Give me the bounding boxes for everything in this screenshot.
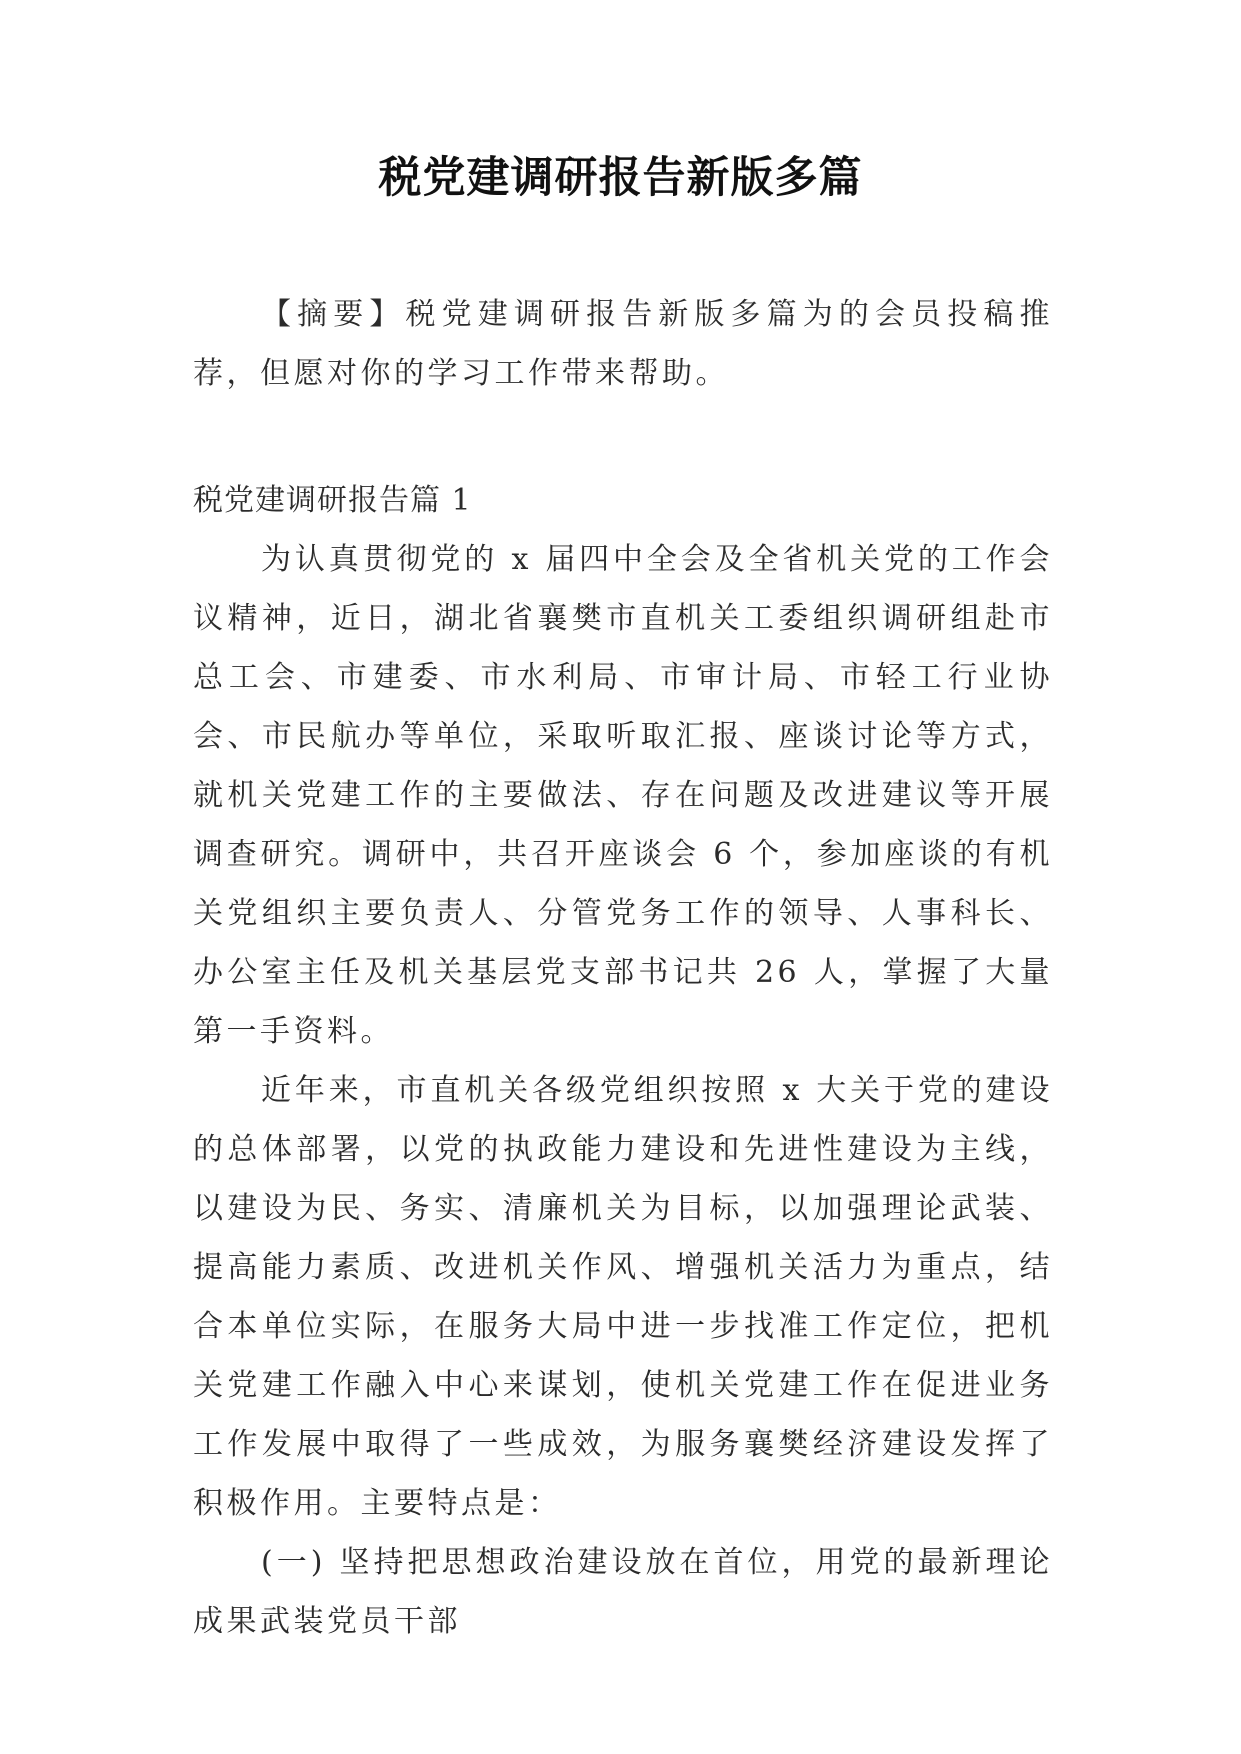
section-heading: 税党建调研报告篇 1 xyxy=(193,483,472,518)
document-body xyxy=(193,285,1053,1651)
body-paragraph-2: 近年来，市直机关各级党组织按照 x 大关于党的建设的总体部署，以党的执政能力建设和先进性建设为主线，以建设为民、务实、清廉机关为目标，以加强理论武装、提高能力素质、改进机关作风、增强机关活力为重点，结合本单位实际，在服务大局中进一步找准工作定位，把机关党建工作融入中心来谋划，使机关党建工作在促进业务工作发展中取得了一些成效，为服务襄樊经济建设发挥了积极作用。主要特点是： xyxy=(193,1073,1053,1521)
document-title: 税党建调研报告新版多篇 xyxy=(378,153,863,203)
body-paragraph-1: 为认真贯彻党的 x 届四中全会及全省机关党的工作会议精神，近日，湖北省襄樊市直机关工委组织调研组赴市总工会、市建委、市水利局、市审计局、市轻工行业协会、市民航办等单位，采取听取汇报、座谈讨论等方式，就机关党建工作的主要做法、存在问题及改进建议等开展调查研究。调研中，共召开座谈会 6 个，参加座谈的有机关党组织主要负责人、分管党务工作的领导、人事科长、办公室主任及机关基层党支部书记共 26 人，掌握了大量第一手资料。 xyxy=(193,542,1053,1049)
body-paragraph-3: (一) 坚持把思想政治建设放在首位，用党的最新理论成果武装党员干部 xyxy=(193,1545,1053,1639)
abstract-paragraph: 【摘要】税党建调研报告新版多篇为的会员投稿推荐，但愿对你的学习工作带来帮助。 xyxy=(193,297,1053,391)
